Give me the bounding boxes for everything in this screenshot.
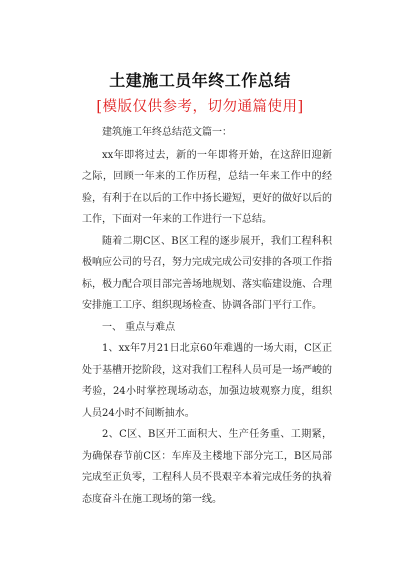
intro-line: 建筑施工年终总结范文篇一：	[102, 127, 232, 138]
paragraph-4: 2、C区、B区开工面积大、生产任务重、工期紧，为确保春节前C区：车库及主楼地下部分完工，B区局部完成至正负零，工程科人员不畏艰辛本着完成任务的执着态度奋斗在施工现场的第一线。	[82, 429, 332, 505]
section-heading: 一、 重点与难点	[102, 321, 176, 333]
paragraph-3: 1、xx年7月21日北京60年难遇的一场大雨，C区正处于基槽开挖阶段，这对我们工程科人员可是一场严峻的考验，24小时掌控现场动态，加强边坡观察力度，组织人员24小时不间断抽水。	[82, 343, 332, 419]
document-body	[82, 122, 332, 510]
template-notice: [模版仅供参考，切勿通篇使用]	[96, 99, 304, 115]
paragraph-1: xx年即将过去，新的一年即将开始，在这辞旧迎新之际，回顾一年来的工作历程，总结一年来工作中的经验，有利于在以后的工作中扬长避短，更好的做好以后的工作，下面对一年来的工作进行一下总结。	[82, 149, 332, 225]
paragraph-2: 随着二期C区、B区工程的逐步展开，我们工程科积极响应公司的号召，努力完成完成公司安排的各项工作指标，极力配合项目部完善场地规划、落实临建设施、合理安排施工工序、组织现场检查、协调各部门平行工作。	[82, 235, 332, 311]
document-title: 土建施工员年终工作总结	[109, 71, 291, 90]
